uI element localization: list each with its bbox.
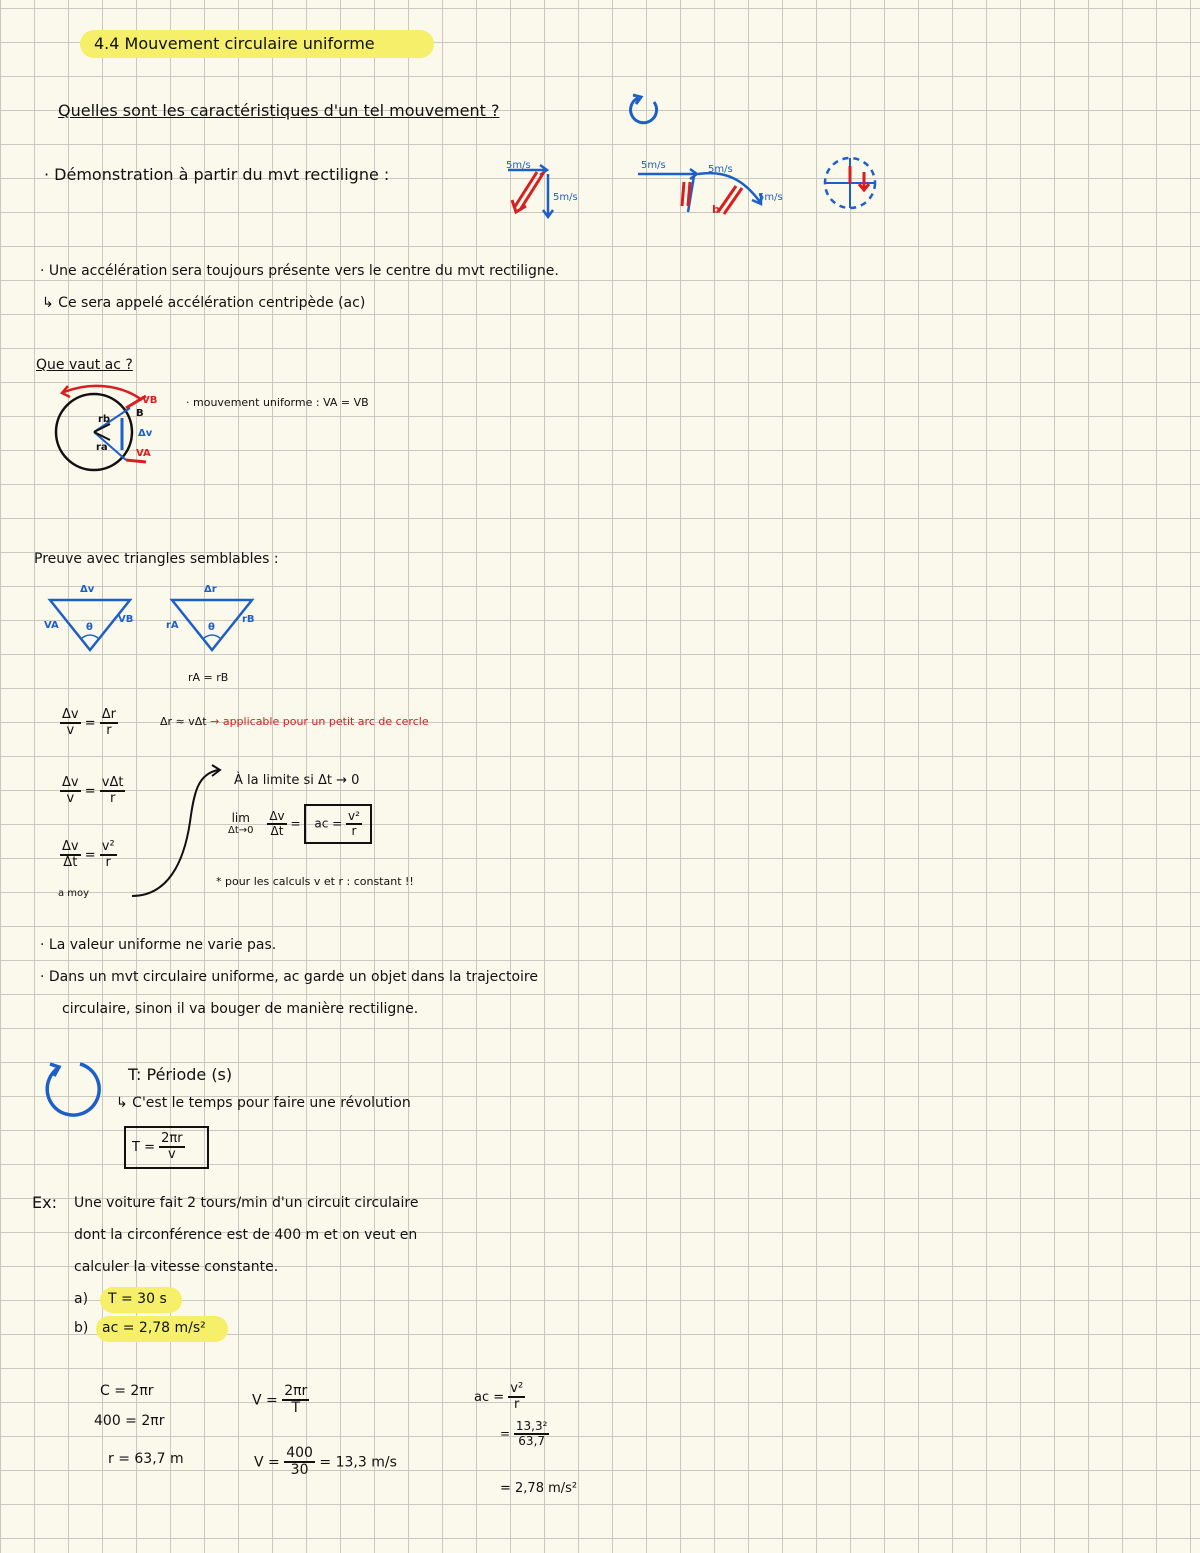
que-vaut-heading: Que vaut ac ? — [36, 357, 133, 373]
calc-a3: = 2,78 m/s² — [500, 1481, 578, 1496]
demo2-label-b: b — [712, 203, 720, 216]
page-title: 4.4 Mouvement circulaire uniforme — [94, 34, 375, 53]
period-title: T: Période (s) — [128, 1065, 233, 1084]
preuve-eq-r: rA = rB — [188, 671, 229, 684]
rotation-icon — [624, 92, 664, 128]
example-line-1: Une voiture fait 2 tours/min d'un circuit circulaire — [74, 1195, 419, 1211]
tri1-angle: θ — [86, 622, 93, 633]
derivation-footnote: * pour les calculs v et r : constant !! — [216, 875, 414, 888]
eq3: $\frac{\Delta v}{\Delta t}$ = $\frac{\text{v²}}{r}$ — [62, 839, 115, 871]
calc-c3: r = 63,7 m — [108, 1451, 184, 1467]
demo-vec-top: 5m/s — [506, 160, 531, 171]
demo2-vec-2: 5m/s — [708, 164, 733, 175]
demo-label: · Démonstration à partir du mvt rectiligne : — [44, 165, 390, 184]
limit-eq: lim Δt→0 $\frac{\Delta v}{\Delta t}$ = ac = $\frac{\text{v²}}{r}$ — [228, 804, 372, 844]
qv-label-va: VA — [136, 448, 151, 459]
example-line-2: dont la circonférence est de 400 m et on veut en — [74, 1227, 418, 1243]
calc-v2: V = $\frac{400}{30}$ = 13,3 m/s — [254, 1445, 397, 1479]
question-heading: Quelles sont les caractéristiques d'un tel mouvement ? — [58, 101, 500, 120]
calc-a2: = $\frac{\text{13,3²}}{63,7}$ — [500, 1419, 548, 1449]
answer-b-label: b) — [74, 1320, 89, 1336]
tri2-left: rA — [166, 620, 179, 631]
demo2-vec-1: 5m/s — [641, 160, 666, 171]
tri1-left: VA — [44, 620, 59, 631]
circle-velocity-diagram — [50, 378, 180, 488]
calc-a1: ac = $\frac{\text{v²}}{r}$ — [474, 1381, 524, 1413]
qv-label-vb: VB — [142, 395, 158, 406]
tri1-top: Δv — [80, 584, 95, 595]
example-line-3: calculer la vitesse constante. — [74, 1259, 279, 1275]
qv-label-b: B — [136, 408, 144, 419]
eq2: $\frac{\Delta v}{v}$ = $\frac{\text{vΔt}}{r}$ — [62, 775, 124, 807]
example-prefix: Ex: — [32, 1193, 57, 1212]
period-circle-icon — [40, 1056, 104, 1122]
qv-label-dv: Δv — [138, 428, 153, 439]
qv-uniform-note: · mouvement uniforme : VA = VB — [186, 396, 369, 409]
answer-b-value: ac = 2,78 m/s² — [102, 1320, 206, 1336]
point-2: · Dans un mvt circulaire uniforme, ac garde un objet dans la trajectoire — [40, 969, 538, 985]
limit-label: À la limite si Δt → 0 — [234, 773, 360, 788]
tri2-right: rB — [242, 614, 255, 625]
eq1-note: Δr ≈ vΔt → applicable pour un petit arc de cercle — [160, 715, 429, 728]
calc-v1: V = $\frac{2\pi r}{T}$ — [252, 1383, 308, 1417]
tri1-right: VB — [118, 614, 134, 625]
tri2-top: Δr — [204, 584, 217, 595]
eq1: $\frac{\Delta v}{v}$ = $\frac{\Delta r}{r}$ — [62, 707, 117, 739]
period-formula: T = $\frac{2\pi r}{v}$ — [124, 1126, 209, 1169]
demo-vec-down: 5m/s — [553, 192, 578, 203]
acc-line-1: · Une accélération sera toujours présente vers le centre du mvt rectiligne. — [40, 263, 559, 279]
point-1: · La valeur uniforme ne varie pas. — [40, 937, 277, 953]
answer-a-value: T = 30 s — [108, 1291, 167, 1307]
answer-a-label: a) — [74, 1291, 89, 1307]
point-3: circulaire, sinon il va bouger de manière rectiligne. — [62, 1001, 419, 1017]
qv-label-ra: ra — [96, 442, 108, 453]
calc-c1: C = 2πr — [100, 1383, 154, 1399]
demo2-vec-3: 5m/s — [758, 192, 783, 203]
calc-c2: 400 = 2πr — [94, 1413, 165, 1429]
qv-label-rb: rb — [98, 414, 111, 425]
eq3-amoy: a moy — [58, 888, 90, 899]
circle-forces-icon — [812, 150, 892, 220]
tri2-angle: θ — [208, 622, 215, 633]
acc-line-2: ↳ Ce sera appelé accélération centripède (ac) — [42, 295, 366, 311]
period-desc: ↳ C'est le temps pour faire une révolution — [116, 1095, 411, 1111]
preuve-heading: Preuve avec triangles semblables : — [34, 551, 279, 567]
